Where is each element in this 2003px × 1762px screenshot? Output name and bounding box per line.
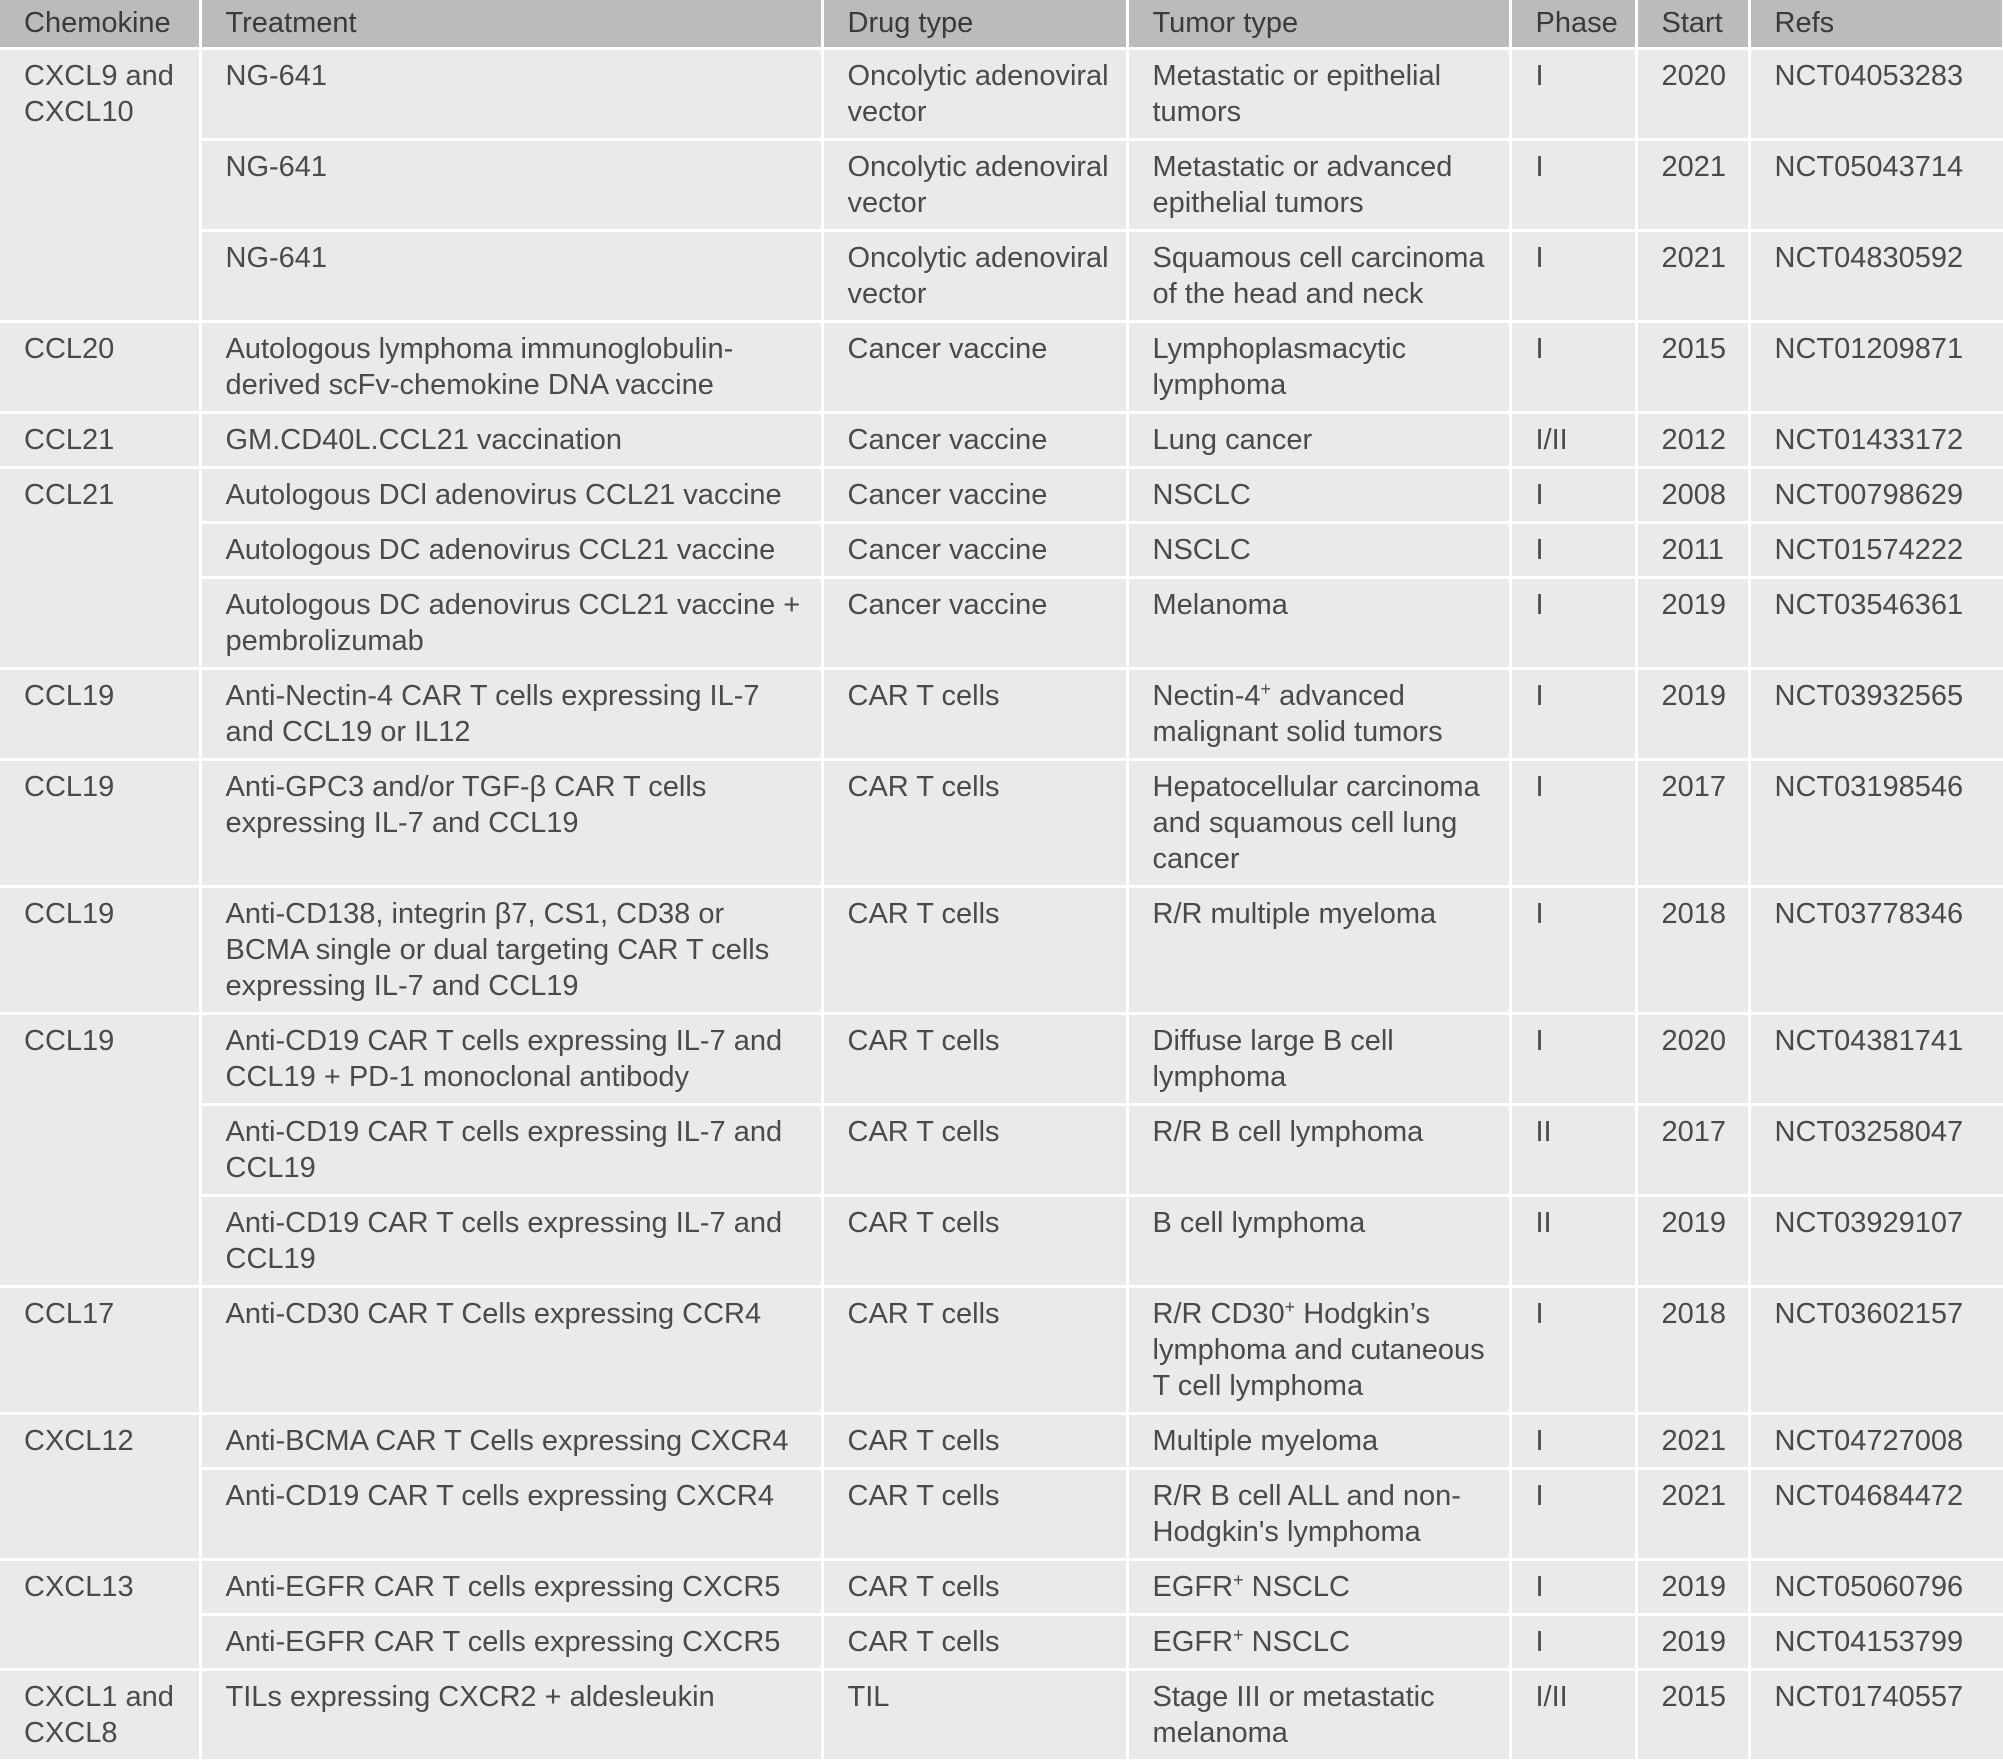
nct-reference-cell: NCT04381741	[1749, 1013, 2003, 1104]
table-row	[0, 1195, 2003, 1286]
tumor-type-cell: Melanoma	[1127, 577, 1510, 668]
chemokine-cell: CCL17	[0, 1286, 200, 1413]
start-year-cell: 2019	[1636, 577, 1749, 668]
tumor-type-cell: R/R B cell ALL and non-Hodgkin's lymphoma	[1127, 1468, 1510, 1559]
start-year-cell: 2008	[1636, 467, 1749, 522]
treatment-cell: Anti-CD19 CAR T cells expressing IL-7 and CCL19	[200, 1104, 822, 1195]
chemokine-cell: CXCL13	[0, 1559, 200, 1669]
nct-reference-cell: NCT03602157	[1749, 1286, 2003, 1413]
phase-cell: I	[1510, 321, 1636, 412]
tumor-type-cell: EGFR+ NSCLC	[1127, 1614, 1510, 1669]
drug-type-cell: CAR T cells	[822, 1013, 1127, 1104]
table-row	[0, 1013, 2003, 1104]
nct-reference-cell: NCT00798629	[1749, 467, 2003, 522]
treatment-cell: Anti-CD138, integrin β7, CS1, CD38 or BCMA single or dual targeting CAR T cells expressing IL-7 and CCL19	[200, 886, 822, 1013]
tumor-type-cell: R/R multiple myeloma	[1127, 886, 1510, 1013]
phase-cell: I	[1510, 48, 1636, 139]
tumor-type-cell: NSCLC	[1127, 522, 1510, 577]
start-year-cell: 2017	[1636, 759, 1749, 886]
start-year-cell: 2019	[1636, 1195, 1749, 1286]
treatment-cell: GM.CD40L.CCL21 vaccination	[200, 412, 822, 467]
tumor-type-cell: Metastatic or epithelial tumors	[1127, 48, 1510, 139]
phase-cell: I	[1510, 522, 1636, 577]
start-year-cell: 2018	[1636, 1286, 1749, 1413]
table-row	[0, 321, 2003, 412]
nct-reference-cell: NCT01209871	[1749, 321, 2003, 412]
column-header-start: Start	[1636, 0, 1749, 48]
nct-reference-cell: NCT03258047	[1749, 1104, 2003, 1195]
treatment-cell: Anti-Nectin-4 CAR T cells expressing IL-7 and CCL19 or IL12	[200, 668, 822, 759]
nct-reference-cell: NCT03198546	[1749, 759, 2003, 886]
drug-type-cell: Oncolytic adenoviral vector	[822, 230, 1127, 321]
nct-reference-cell: NCT01433172	[1749, 412, 2003, 467]
nct-reference-cell: NCT04830592	[1749, 230, 2003, 321]
column-header-phase: Phase	[1510, 0, 1636, 48]
table-header	[0, 0, 2003, 48]
drug-type-cell: Cancer vaccine	[822, 467, 1127, 522]
treatment-cell: NG-641	[200, 48, 822, 139]
table-row	[0, 467, 2003, 522]
drug-type-cell: CAR T cells	[822, 1286, 1127, 1413]
treatment-cell: Anti-CD19 CAR T cells expressing IL-7 and CCL19	[200, 1195, 822, 1286]
treatment-cell: TILs expressing CXCR2 + aldesleukin	[200, 1669, 822, 1760]
nct-reference-cell: NCT04727008	[1749, 1413, 2003, 1468]
table-row	[0, 139, 2003, 230]
phase-cell: I	[1510, 1286, 1636, 1413]
column-header-drug-type: Drug type	[822, 0, 1127, 48]
phase-cell: I	[1510, 1614, 1636, 1669]
nct-reference-cell: NCT04153799	[1749, 1614, 2003, 1669]
table-row	[0, 1468, 2003, 1559]
tumor-type-cell: Squamous cell carcinoma of the head and neck	[1127, 230, 1510, 321]
start-year-cell: 2015	[1636, 1669, 1749, 1760]
chemokine-cell: CXCL1 and CXCL8	[0, 1669, 200, 1760]
phase-cell: I	[1510, 1413, 1636, 1468]
treatment-cell: NG-641	[200, 230, 822, 321]
table-row	[0, 1413, 2003, 1468]
drug-type-cell: Cancer vaccine	[822, 577, 1127, 668]
nct-reference-cell: NCT01740557	[1749, 1669, 2003, 1760]
phase-cell: I	[1510, 886, 1636, 1013]
start-year-cell: 2017	[1636, 1104, 1749, 1195]
start-year-cell: 2021	[1636, 1468, 1749, 1559]
start-year-cell: 2019	[1636, 668, 1749, 759]
start-year-cell: 2015	[1636, 321, 1749, 412]
table-row	[0, 48, 2003, 139]
tumor-type-cell: Stage III or metastatic melanoma	[1127, 1669, 1510, 1760]
chemokine-cell: CCL19	[0, 759, 200, 886]
tumor-type-cell: Lung cancer	[1127, 412, 1510, 467]
drug-type-cell: Cancer vaccine	[822, 321, 1127, 412]
treatment-cell: Anti-EGFR CAR T cells expressing CXCR5	[200, 1614, 822, 1669]
treatment-cell: NG-641	[200, 139, 822, 230]
drug-type-cell: Oncolytic adenoviral vector	[822, 48, 1127, 139]
treatment-cell: Autologous DC adenovirus CCL21 vaccine	[200, 522, 822, 577]
table-row	[0, 522, 2003, 577]
chemokine-cell: CCL19	[0, 1013, 200, 1286]
drug-type-cell: CAR T cells	[822, 759, 1127, 886]
table-row	[0, 1614, 2003, 1669]
nct-reference-cell: NCT01574222	[1749, 522, 2003, 577]
nct-reference-cell: NCT04053283	[1749, 48, 2003, 139]
tumor-type-cell: R/R CD30+ Hodgkin’s lymphoma and cutaneous T cell lymphoma	[1127, 1286, 1510, 1413]
header-row	[0, 0, 2003, 48]
column-header-chemokine: Chemokine	[0, 0, 200, 48]
drug-type-cell: CAR T cells	[822, 886, 1127, 1013]
drug-type-cell: CAR T cells	[822, 1614, 1127, 1669]
column-header-tumor-type: Tumor type	[1127, 0, 1510, 48]
phase-cell: I	[1510, 139, 1636, 230]
treatment-cell: Autologous DCl adenovirus CCL21 vaccine	[200, 467, 822, 522]
start-year-cell: 2018	[1636, 886, 1749, 1013]
phase-cell: I	[1510, 467, 1636, 522]
table-row	[0, 886, 2003, 1013]
nct-reference-cell: NCT05043714	[1749, 139, 2003, 230]
tumor-type-cell: B cell lymphoma	[1127, 1195, 1510, 1286]
nct-reference-cell: NCT03929107	[1749, 1195, 2003, 1286]
start-year-cell: 2012	[1636, 412, 1749, 467]
drug-type-cell: CAR T cells	[822, 1413, 1127, 1468]
table-row	[0, 1559, 2003, 1614]
tumor-type-cell: Metastatic or advanced epithelial tumors	[1127, 139, 1510, 230]
table-row	[0, 759, 2003, 886]
chemokine-cell: CXCL9 and CXCL10	[0, 48, 200, 321]
phase-cell: I/II	[1510, 412, 1636, 467]
start-year-cell: 2020	[1636, 48, 1749, 139]
nct-reference-cell: NCT03778346	[1749, 886, 2003, 1013]
start-year-cell: 2021	[1636, 230, 1749, 321]
treatment-cell: Autologous DC adenovirus CCL21 vaccine + pembrolizumab	[200, 577, 822, 668]
tumor-type-cell: Hepatocellular carcinoma and squamous cell lung cancer	[1127, 759, 1510, 886]
treatment-cell: Anti-CD19 CAR T cells expressing CXCR4	[200, 1468, 822, 1559]
phase-cell: I	[1510, 1559, 1636, 1614]
drug-type-cell: CAR T cells	[822, 1468, 1127, 1559]
tumor-type-cell: R/R B cell lymphoma	[1127, 1104, 1510, 1195]
start-year-cell: 2021	[1636, 1413, 1749, 1468]
table-row	[0, 668, 2003, 759]
nct-reference-cell: NCT03546361	[1749, 577, 2003, 668]
nct-reference-cell: NCT04684472	[1749, 1468, 2003, 1559]
phase-cell: I	[1510, 668, 1636, 759]
treatment-cell: Autologous lymphoma immunoglobulin-derived scFv-chemokine DNA vaccine	[200, 321, 822, 412]
tumor-type-cell: Multiple myeloma	[1127, 1413, 1510, 1468]
drug-type-cell: TIL	[822, 1669, 1127, 1760]
column-header-refs: Refs	[1749, 0, 2003, 48]
phase-cell: I	[1510, 1013, 1636, 1104]
phase-cell: II	[1510, 1104, 1636, 1195]
drug-type-cell: CAR T cells	[822, 1195, 1127, 1286]
treatment-cell: Anti-EGFR CAR T cells expressing CXCR5	[200, 1559, 822, 1614]
start-year-cell: 2020	[1636, 1013, 1749, 1104]
nct-reference-cell: NCT05060796	[1749, 1559, 2003, 1614]
tumor-type-cell: Lymphoplasmacytic lymphoma	[1127, 321, 1510, 412]
tumor-type-cell: Nectin-4+ advanced malignant solid tumors	[1127, 668, 1510, 759]
phase-cell: I	[1510, 230, 1636, 321]
drug-type-cell: Cancer vaccine	[822, 412, 1127, 467]
table-body	[0, 48, 2003, 1760]
nct-reference-cell: NCT03932565	[1749, 668, 2003, 759]
start-year-cell: 2011	[1636, 522, 1749, 577]
drug-type-cell: Oncolytic adenoviral vector	[822, 139, 1127, 230]
treatment-cell: Anti-CD30 CAR T Cells expressing CCR4	[200, 1286, 822, 1413]
phase-cell: I	[1510, 759, 1636, 886]
chemokine-cell: CCL19	[0, 668, 200, 759]
phase-cell: I	[1510, 1468, 1636, 1559]
chemokine-cell: CCL19	[0, 886, 200, 1013]
table-row	[0, 230, 2003, 321]
treatment-cell: Anti-GPC3 and/or TGF-β CAR T cells expressing IL-7 and CCL19	[200, 759, 822, 886]
start-year-cell: 2021	[1636, 139, 1749, 230]
table-row	[0, 577, 2003, 668]
start-year-cell: 2019	[1636, 1614, 1749, 1669]
chemokine-cell: CCL20	[0, 321, 200, 412]
tumor-type-cell: Diffuse large B cell lymphoma	[1127, 1013, 1510, 1104]
treatment-cell: Anti-BCMA CAR T Cells expressing CXCR4	[200, 1413, 822, 1468]
chemokine-cell: CCL21	[0, 412, 200, 467]
treatment-cell: Anti-CD19 CAR T cells expressing IL-7 and CCL19 + PD-1 monoclonal antibody	[200, 1013, 822, 1104]
tumor-type-cell: EGFR+ NSCLC	[1127, 1559, 1510, 1614]
tumor-type-cell: NSCLC	[1127, 467, 1510, 522]
drug-type-cell: CAR T cells	[822, 668, 1127, 759]
phase-cell: II	[1510, 1195, 1636, 1286]
drug-type-cell: Cancer vaccine	[822, 522, 1127, 577]
phase-cell: I	[1510, 577, 1636, 668]
chemokine-cell: CXCL12	[0, 1413, 200, 1559]
table-row	[0, 1286, 2003, 1413]
drug-type-cell: CAR T cells	[822, 1104, 1127, 1195]
start-year-cell: 2019	[1636, 1559, 1749, 1614]
table-row	[0, 412, 2003, 467]
chemokine-cell: CCL21	[0, 467, 200, 668]
phase-cell: I/II	[1510, 1669, 1636, 1760]
drug-type-cell: CAR T cells	[822, 1559, 1127, 1614]
column-header-treatment: Treatment	[200, 0, 822, 48]
table-row	[0, 1104, 2003, 1195]
table-row	[0, 1669, 2003, 1760]
